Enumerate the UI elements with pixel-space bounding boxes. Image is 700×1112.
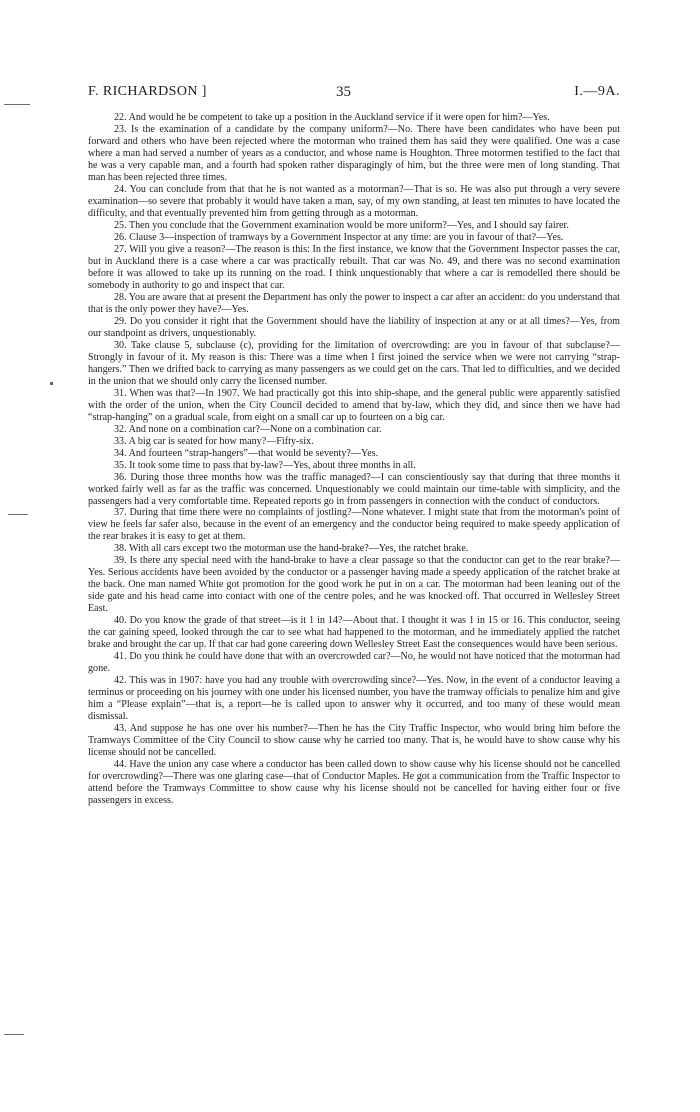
margin-mark: [4, 104, 30, 105]
question-44: 44. Have the union any case where a conductor has been called down to show cause why his license should not be cancelled for overcrowding?—There was one glaring case—that of Conductor Maples. He got a communication from the Traffic Inspector to attend before the Tramways Committee to show cause why his license should not be cancelled for having either four or five passengers in excess.: [88, 759, 620, 807]
question-35: 35. It took some time to pass that by-law?—Yes, about three months in all.: [114, 459, 416, 471]
question-22: 22. And would he be competent to take up a position in the Auckland service if it were open for him?—Yes.: [114, 112, 550, 123]
question-38: 38. With all cars except two the motorman use the hand-brake?—Yes, the ratchet brake.: [114, 543, 469, 555]
question-31: 31. When was that?—In 1907. We had practically got this into ship-shape, and the general public were apparently satisfied with the order of the union, when the City Council decided to amend that by-law, which they did, and since then we have had “strap-hanging” on a gradual scale, from eight on a small car up to fourteen on a big car.: [88, 387, 620, 423]
witness-name: F. RICHARDSON ]: [88, 84, 207, 99]
running-header: [88, 84, 620, 106]
question-41: 41. Do you think he could have done that with an overcrowded car?—No, he would not have noticed that the motorman had gone.: [88, 651, 620, 675]
document-reference: I.—9A.: [574, 84, 620, 99]
question-33: 33. A big car is seated for how many?—Fifty-six.: [114, 435, 314, 447]
question-37: 37. During that time there were no complaints of jostling?—None whatever. I might state that from the motorman's point of view he feels far safer also, because in the event of an emergency and the conductor being required to make speedy application of the rear brakes it is easy to get at them.: [88, 507, 620, 543]
question-42: 42. This was in 1907: have you had any trouble with overcrowding since?—Yes. Now, in the event of a conductor leaving a terminus or proceeding on his journey with one under his licensed number, you have the tramway officials to penalize him and give him a “Please explain”—that is, a report—he is called upon to answer why it occurred, and too many of these would mean dismissal.: [88, 675, 620, 723]
question-32: 32. And none on a combination car?—None on a combination car.: [114, 423, 382, 435]
question-43: 43. And suppose he has one over his number?—Then he has the City Traffic Inspector, who would bring him before the Tramways Committee of the City Council to show cause why he carried too many. That is, he would have to show cause why his license should not be cancelled.: [88, 723, 620, 759]
margin-mark: [50, 382, 53, 385]
margin-mark: [8, 514, 28, 515]
margin-mark: [4, 1034, 24, 1035]
question-40: 40. Do you know the grade of that street—is it 1 in 14?—About that. I thought it was 1 in 15 or 16. This conductor, seeing the car gaining speed, looked through the car to see what had happened to the motorman, and he immediately applied the ratchet brake and brought the car up. If that car had gone careering down Wellesley Street East the consequences would have been serious.: [88, 615, 620, 651]
testimony-body: [88, 112, 620, 807]
question-25: 25. Then you conclude that the Government examination would be more uniform?—Yes, and I should say fairer.: [114, 219, 569, 231]
question-36: 36. During those three months how was the traffic managed?—I can conscientiously say that during that three months it worked fairly well as far as the traffic was concerned. Unquestionably we could maintain our time-table with simplicity, and the passengers had a very comfortable time. Repeated reports go in from passengers in connection with the conduct of conductors.: [88, 471, 620, 507]
question-26: 26. Clause 3—inspection of tramways by a Government Inspector at any time: are you in favour of that?—Yes.: [114, 231, 564, 243]
page-number: 35: [336, 84, 351, 100]
question-34: 34. And fourteen “strap-hangers”—that would be seventy?—Yes.: [114, 447, 379, 459]
question-29: 29. Do you consider it right that the Government should have the liability of inspection at any or at all times?—Yes, from our standpoint as drivers, unquestionably.: [88, 315, 620, 339]
question-27: 27. Will you give a reason?—The reason is this: In the first instance, we know that the Government Inspector passes the car, but in Auckland there is a case where a car was practically rebuilt. That car was No. 49, and there was no second examination before it was allowed to take up its running on the road. I think unquestionably that where a car is remodelled there should be somebody in authority to go and inspect that car.: [88, 243, 620, 291]
question-24: 24. You can conclude from that that he is not wanted as a motorman?—That is so. He was also put through a very severe examination—so severe that probably it would have taken a man, say, of my own standing, at least ten minutes to have located the difficulty, and that eventually prevented him from getting through as a motorman.: [88, 183, 620, 219]
question-28: 28. You are aware that at present the Department has only the power to inspect a car after an accident: do you understand that that is the only power they have?—Yes.: [88, 291, 620, 315]
question-30: 30. Take clause 5, subclause (c), providing for the limitation of overcrowding: are you in favour of that subclause?—Strongly in favour of it. My reason is this: There was a time when I first joined the service when we were not carrying “strap-hangers.” Then we drifted back to carrying as many passengers as we could get on the cars. That led to difficulties, and we decided in the union that we should only carry the licensed number.: [88, 339, 620, 387]
question-23: 23. Is the examination of a candidate by the company uniform?—No. There have been candidates who have been put forward and others who have been rejected where the motorman who trained them has said they were qualified. One was a case where a man had served a number of years as a conductor, and whose name is Houghton. Three motormen testified to the fact that he was a very capable man, and a fourth had spoken rather disparagingly of him, but the three were men of long standing. That man has been rejected three times.: [88, 123, 620, 183]
question-39: 39. Is there any special need with the hand-brake to have a clear passage so that the conductor can get to the rear brake?—Yes. Serious accidents have been avoided by the conductor or a passenger having made a speedy application of the ratchet brake at the back. One man named White got promotion for the good work he put in on a car. The motorman had been leaning out of the side gate and his head came into contact with one of the centre poles, and he was knocked off. That occurred in Wellesley Street East.: [88, 555, 620, 615]
